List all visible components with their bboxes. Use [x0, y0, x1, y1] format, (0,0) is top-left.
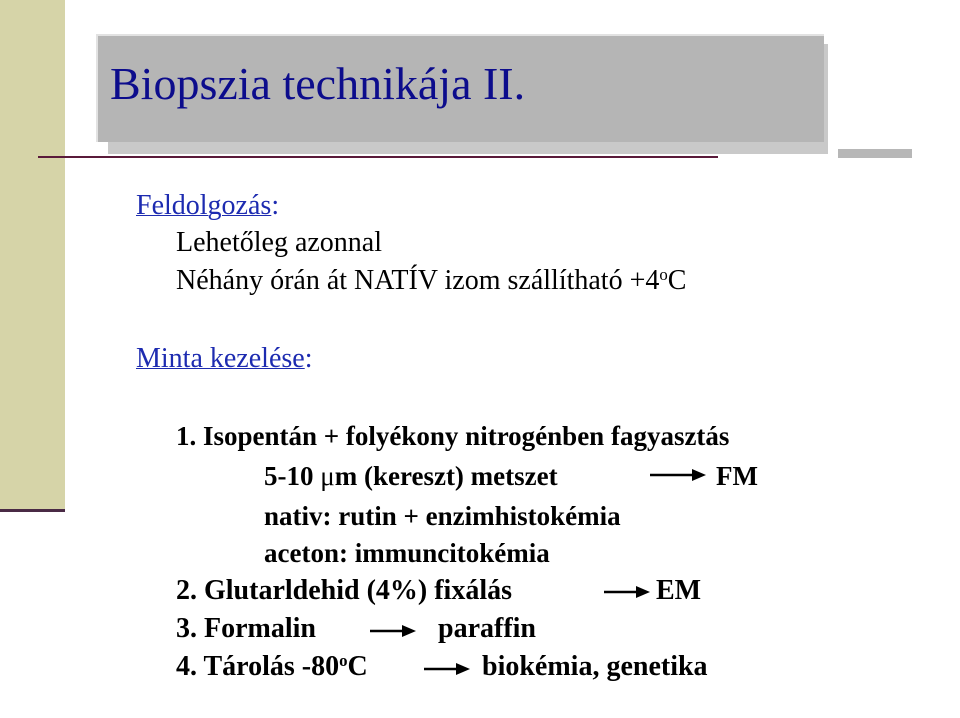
- item-aceton: aceton: immuncitokémia: [264, 538, 550, 568]
- sidebar-rule: [0, 509, 65, 512]
- item-formalin: 3. Formalin: [176, 613, 316, 644]
- degree-sup: o: [339, 650, 348, 670]
- line-nativ-izom: [176, 265, 686, 297]
- result-biokemia: biokémia, genetika: [482, 651, 708, 682]
- line-azonnal: Lehetőleg azonnal: [176, 227, 383, 258]
- unit: C: [667, 265, 687, 296]
- degree-sup: o: [659, 264, 668, 284]
- sidebar-decoration: [0, 0, 65, 512]
- item-nativ: nativ: rutin + enzimhistokémia: [264, 501, 621, 531]
- line-text: Néhány órán át NATÍV izom szállítható +4: [176, 265, 660, 296]
- title-underline: [38, 156, 718, 158]
- heading-text: Feldolgozás: [136, 190, 272, 221]
- result-em: EM: [656, 575, 702, 606]
- section-heading-feldolgozas: [136, 190, 279, 222]
- metszet-text-b: m (kereszt) metszet: [334, 461, 558, 491]
- heading-text: Minta kezelése: [136, 343, 305, 374]
- result-paraffin: paraffin: [438, 613, 536, 644]
- heading-colon: :: [304, 343, 313, 374]
- metszet-text-a: 5-10: [264, 461, 321, 491]
- mu-symbol: μ: [320, 461, 335, 491]
- tarolas-text: 4. Tárolás -80: [176, 651, 340, 682]
- item-tarolas: [176, 651, 368, 683]
- arrow-right-icon: [370, 624, 416, 638]
- item-glutarldehid: 2. Glutarldehid (4%) fixálás: [176, 575, 513, 606]
- arrow-right-icon: [650, 468, 706, 482]
- result-fm: FM: [716, 461, 758, 491]
- section-heading-minta: [136, 343, 312, 375]
- unit: C: [347, 651, 368, 682]
- arrow-right-icon: [604, 585, 650, 599]
- slide-title: Biopszia technikája II.: [110, 58, 526, 109]
- title-underline-accent: [838, 149, 912, 158]
- item-isopentan: 1. Isopentán + folyékony nitrogénben fagyasztás: [176, 421, 730, 451]
- heading-colon: :: [271, 190, 280, 221]
- item-metszet: [264, 460, 558, 492]
- arrow-right-icon: [424, 662, 470, 676]
